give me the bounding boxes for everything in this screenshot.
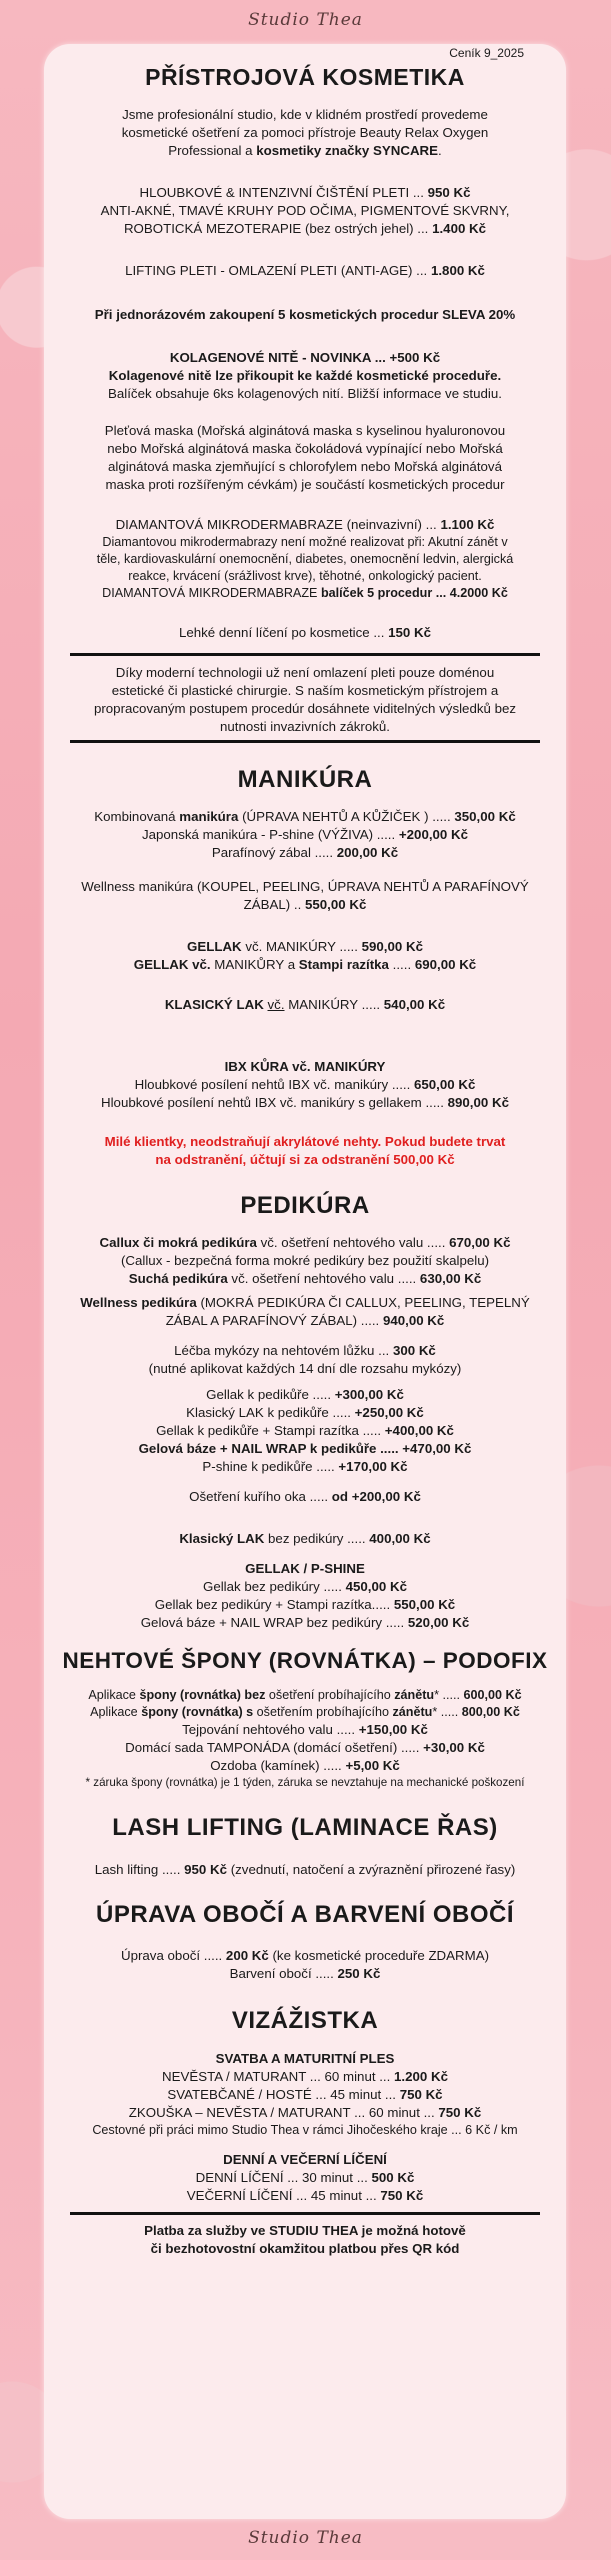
day-title: DENNÍ A VEČERNÍ LÍČENÍ	[223, 2152, 387, 2167]
price-line: Gelová báze + NAIL WRAP k pedikůře ..... +470,00 Kč	[138, 1441, 472, 1456]
note-line: (nutné aplikovat každých 14 dní dle rozsahu mykózy)	[148, 1361, 462, 1376]
price-line: Tejpování nehtového valu ..... +150,00 Kč	[182, 1722, 428, 1737]
tech-line: nutnosti invazivních zákroků.	[220, 719, 390, 734]
brows-list	[58, 1947, 552, 1983]
warning-line: na odstranění, účtují si za odstranění 500,00 Kč	[155, 1152, 455, 1167]
divider	[70, 2212, 540, 2215]
pedicure-pshine	[58, 1560, 552, 1632]
note-line: * záruka špony (rovnátka) je 1 týden, záruka se nevztahuje na mechanické poškození	[85, 1776, 525, 1789]
logo-bottom: Studio Thea	[248, 2528, 363, 2548]
note-line: (Callux - bezpečná forma mokré pedikúry bez použití skalpelu)	[120, 1253, 490, 1268]
price-line: Gelová báze + NAIL WRAP bez pedikúry ..... 520,00 Kč	[140, 1615, 470, 1630]
price-line: Callux či mokrá pedikúra vč. ošetření nehtového valu ..... 670,00 Kč	[99, 1235, 511, 1250]
price-line: SVATEBČANÉ / HOSTÉ ... 45 minut ... 750 Kč	[167, 2087, 443, 2102]
collagen-title: KOLAGENOVÉ NITĚ - NOVINKA ... +500 Kč	[169, 350, 441, 365]
price-line: Gellak bez pedikúry ..... 450,00 Kč	[202, 1579, 407, 1594]
price-line: ZÁBAL A PARAFÍNOVÝ ZÁBAL) ..... 940,00 Kč	[165, 1313, 445, 1328]
wedding-title: SVATBA A MATURITNÍ PLES	[215, 2051, 395, 2066]
price-line: ZÁBAL) .. 550,00 Kč	[243, 897, 367, 912]
price-line: Barvení obočí ..... 250 Kč	[229, 1966, 381, 1981]
micro-text: Diamantovou mikrodermabrazy není možné realizovat při: Akutní zánět v	[102, 535, 508, 549]
classic-lak-no-pedicure: Klasický LAK bez pedikúry ..... 400,00 Kč	[179, 1531, 431, 1546]
microdermabrasion-block	[58, 516, 552, 602]
price-line: ANTI-AKNÉ, TMAVÉ KRUHY POD OČIMA, PIGMENTOVÉ SKVRNY,	[100, 203, 510, 218]
manicure-classic-lak: KLASICKÝ LAK vč. MANIKÚRY ..... 540,00 Kč	[164, 997, 446, 1012]
deep-cleaning	[58, 184, 552, 238]
price-line: Léčba mykózy na nehtovém lůžku ... 300 Kč	[174, 1343, 436, 1358]
section-title-cosmetics: PŘÍSTROJOVÁ KOSMETIKA	[145, 64, 465, 90]
section-title-pedicure: PEDIKÚRA	[240, 1192, 370, 1219]
collagen-text: Balíček obsahuje 6ks kolagenových nití. Bližší informace ve studiu.	[108, 386, 502, 401]
price-line: Wellness manikúra (KOUPEL, PEELING, ÚPRAVA NEHTŮ A PARAFÍNOVÝ	[81, 879, 529, 894]
pedicure-wellness	[58, 1294, 552, 1330]
mask-line: nebo Mořská alginátová maska čokoládová vypínající nebo Mořská	[107, 441, 503, 456]
manicure-wellness	[58, 878, 552, 914]
corn-treatment: Ošetření kuřího oka ..... od +200,00 Kč	[189, 1489, 421, 1504]
micro-text: těle, kardiovaskulární onemocnění, diabetes, onemocnění ledvin, alergická	[96, 552, 514, 566]
tech-line: propracovaným postupem procedúr dosáhnete viditelných výsledků bez	[93, 701, 517, 716]
price-line: ZKOUŠKA – NEVĚSTA / MATURANT ... 60 minut ... 750 Kč	[128, 2105, 482, 2120]
price-line: VEČERNÍ LÍČENÍ ... 45 minut ... 750 Kč	[186, 2188, 424, 2203]
intro-line: Jsme profesionální studio, kde v klidném prostředí provedeme	[122, 107, 488, 122]
section-title-visage: VIZÁŽISTKA	[231, 2007, 379, 2034]
price-line: ROBOTICKÁ MEZOTERAPIE (bez ostrých jehel) ... 1.400 Kč	[123, 221, 487, 236]
collagen-block	[58, 349, 552, 403]
visage-day	[58, 2151, 552, 2205]
price-line: HLOUBKOVÉ & INTENZIVNÍ ČIŠTĚNÍ PLETI ... 950 Kč	[139, 185, 471, 200]
ibx-title: IBX KŮRA vč. MANIKÚRY	[224, 1059, 386, 1074]
manicure-ibx	[58, 1058, 552, 1112]
section-title-brows: ÚPRAVA OBOČÍ A BARVENÍ OBOČÍ	[95, 1901, 515, 1928]
manicure-gellak	[58, 938, 552, 974]
price-line: Gellak k pedikůře ..... +300,00 Kč	[206, 1387, 404, 1402]
intro-line: kosmetické ošetření za pomoci přístroje Beauty Relax Oxygen	[121, 125, 489, 140]
pshine-title: GELLAK / P-SHINE	[245, 1561, 365, 1576]
technology-block	[58, 664, 552, 736]
payment-line: Platba za služby ve STUDIU THEA je možná hotově	[144, 2223, 466, 2238]
section-title-podofix: NEHTOVÉ ŠPONY (ROVNÁTKA) – PODOFIX	[62, 1648, 548, 1673]
price-line: NEVĚSTA / MATURANT ... 60 minut ... 1.200 Kč	[162, 2069, 448, 2084]
podofix-list	[58, 1687, 552, 1790]
price-line: Aplikace špony (rovnátka) bez ošetření probíhajícího zánětu* ..... 600,00 Kč	[88, 1688, 522, 1702]
visage-wedding	[58, 2050, 552, 2139]
light-makeup-line: Lehké denní líčení po kosmetice ... 150 Kč	[178, 625, 432, 640]
price-line: Domácí sada TAMPONÁDA (domácí ošetření) ..... +30,00 Kč	[125, 1740, 485, 1755]
price-line: GELLAK vč. MANIKÚRY ..... 590,00 Kč	[187, 939, 423, 954]
price-line: Hloubkové posílení nehtů IBX vč. manikúry ..... 650,00 Kč	[134, 1077, 476, 1092]
price-line: Ozdoba (kamínek) ..... +5,00 Kč	[210, 1758, 400, 1773]
price-line: Parafínový zábal ..... 200,00 Kč	[211, 845, 399, 860]
mask-line: Pleťová maska (Mořská alginátová maska s kyselinou hyaluronovou	[104, 423, 506, 438]
collagen-bold: Kolagenové nitě lze přikoupit ke každé kosmetické proceduře.	[108, 368, 502, 383]
price-line: GELLAK vč. MANIKŮRY a Stampi razítka ..... 690,00 Kč	[133, 957, 477, 972]
section-title-lash: LASH LIFTING (LAMINACE ŘAS)	[112, 1814, 498, 1841]
tech-line: estetické či plastické chirurgie. S naším kosmetickým přístrojem a	[111, 683, 499, 698]
micro-package: DIAMANTOVÁ MIKRODERMABRAZE balíček 5 procedur ... 4.2000 Kč	[102, 586, 508, 600]
price-line: Hloubkové posílení nehtů IBX vč. manikúry s gellakem ..... 890,00 Kč	[101, 1095, 509, 1110]
logo-top: Studio Thea	[248, 10, 363, 30]
price-line: Klasický LAK k pedikůře ..... +250,00 Kč	[186, 1405, 424, 1420]
price-line: Aplikace špony (rovnátka) s ošetřením probíhajícího zánětu* ..... 800,00 Kč	[90, 1705, 520, 1719]
price-line: Wellness pedikúra (MOKRÁ PEDIKÚRA ČI CALLUX, PEELING, TEPELNÝ	[80, 1295, 530, 1310]
mask-line: alginátová maska zjemňující s chlorofylem nebo Mořská alginátová	[108, 459, 502, 474]
pedicure-mycosis	[58, 1342, 552, 1378]
warning-line: Milé klientky, neodstraňují akrylátové nehty. Pokud budete trvat	[104, 1134, 506, 1149]
price-line: Gellak k pedikůře + Stampi razítka ..... +400,00 Kč	[156, 1423, 454, 1438]
micro-text: reakce, krvácení (srážlivost krve), těhotné, onkologický pacient.	[128, 569, 482, 583]
price-list-card	[44, 44, 566, 2519]
price-line: Suchá pedikúra vč. ošetření nehtového valu ..... 630,00 Kč	[128, 1271, 482, 1286]
micro-title: DIAMANTOVÁ MIKRODERMABRAZE (neinvazivní) ... 1.100 Kč	[115, 517, 495, 532]
pedicure-callux	[58, 1234, 552, 1288]
price-line: DENNÍ LÍČENÍ ... 30 minut ... 500 Kč	[195, 2170, 415, 2185]
price-list-date: Ceník 9_2025	[449, 46, 524, 60]
acrylic-warning	[58, 1133, 552, 1169]
intro-line: Professional a kosmetiky značky SYNCARE.	[168, 143, 442, 158]
manicure-basic	[58, 808, 552, 862]
mask-block	[58, 422, 552, 494]
price-line: Gellak bez pedikúry + Stampi razítka..... 550,00 Kč	[154, 1597, 456, 1612]
payment-info	[58, 2222, 552, 2258]
section-title-manicure: MANIKÚRA	[237, 766, 373, 793]
payment-line: či bezhotovostní okamžitou platbou přes QR kód	[150, 2241, 460, 2256]
pedicure-addons	[58, 1386, 552, 1476]
lifting-line: LIFTING PLETI - OMLAZENÍ PLETI (ANTI-AGE) ... 1.800 Kč	[125, 263, 485, 278]
tech-line: Díky moderní technologii už není omlazení pleti pouze doménou	[115, 665, 495, 680]
travel-line: Cestovné při práci mimo Studio Thea v rámci Jihočeského kraje ... 6 Kč / km	[92, 2123, 518, 2137]
lash-line: Lash lifting ..... 950 Kč (zvednutí, natočení a zvýraznění přirozené řasy)	[94, 1862, 516, 1877]
price-line: Úprava obočí ..... 200 Kč (ke kosmetické proceduře ZDARMA)	[120, 1948, 490, 1963]
price-line: P-shine k pedikůře ..... +170,00 Kč	[202, 1459, 408, 1474]
divider	[70, 653, 540, 656]
discount-line: Při jednorázovém zakoupení 5 kosmetických procedur SLEVA 20%	[94, 307, 516, 322]
divider	[70, 740, 540, 743]
mask-line: maska proti rozšířeným cévkám) je součástí kosmetických procedur	[105, 477, 505, 492]
price-line: Kombinovaná manikúra (ÚPRAVA NEHTŮ A KŮŽIČEK ) ..... 350,00 Kč	[94, 809, 516, 824]
price-line: Japonská manikúra - P-shine (VÝŽIVA) ..... +200,00 Kč	[141, 827, 469, 842]
cosmetics-intro	[58, 106, 552, 160]
